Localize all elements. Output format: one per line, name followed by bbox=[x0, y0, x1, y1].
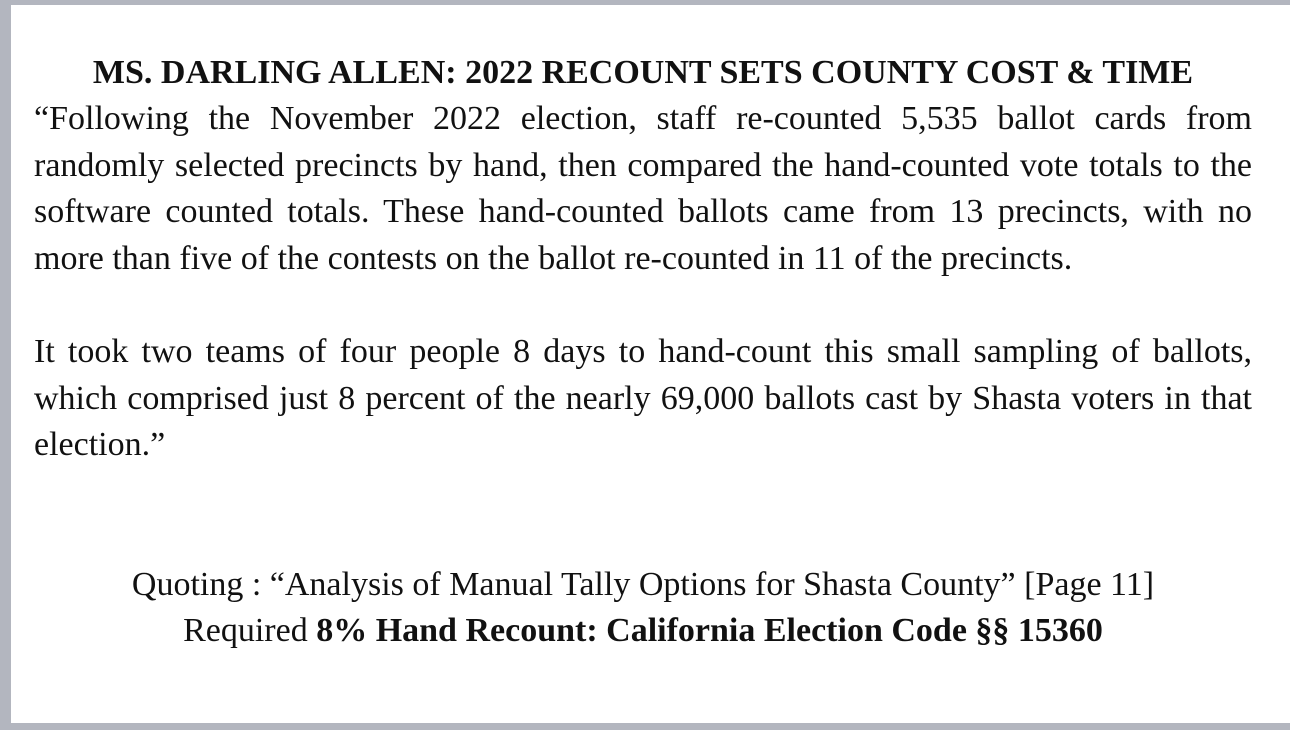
document-body bbox=[34, 50, 1252, 469]
quote-paragraph-2: It took two teams of four people 8 days to hand-count this small sampling of ballots, which comprised just 8 percent of the nearly 69,000 ballots cast by Shasta voters in that election.” bbox=[34, 333, 1252, 463]
frame-left-border bbox=[0, 0, 11, 730]
frame-bottom-border bbox=[0, 723, 1290, 730]
citation-source: Quoting : “Analysis of Manual Tally Options for Shasta County” [Page 11] bbox=[131, 566, 1155, 603]
citation-required-prefix: Required bbox=[183, 612, 317, 649]
citation-legal-code: 8% Hand Recount: California Election Code §§ 15360 bbox=[316, 612, 1103, 649]
paragraph-spacer bbox=[34, 282, 1252, 329]
frame-top-border bbox=[0, 0, 1290, 5]
document-title: MS. DARLING ALLEN: 2022 RECOUNT SETS COUNTY COST & TIME bbox=[92, 54, 1194, 91]
citation-block bbox=[34, 562, 1252, 654]
quote-paragraph-1: “Following the November 2022 election, staff re-counted 5,535 ballot cards from randomly selected precincts by hand, then compared the hand-counted vote totals to the software counted totals. These hand-counted ballots came from 13 precincts, with no more than five of the contests on the ballot re-counted in 11 of the precincts. bbox=[34, 100, 1252, 277]
citation-requirement bbox=[34, 608, 1252, 654]
